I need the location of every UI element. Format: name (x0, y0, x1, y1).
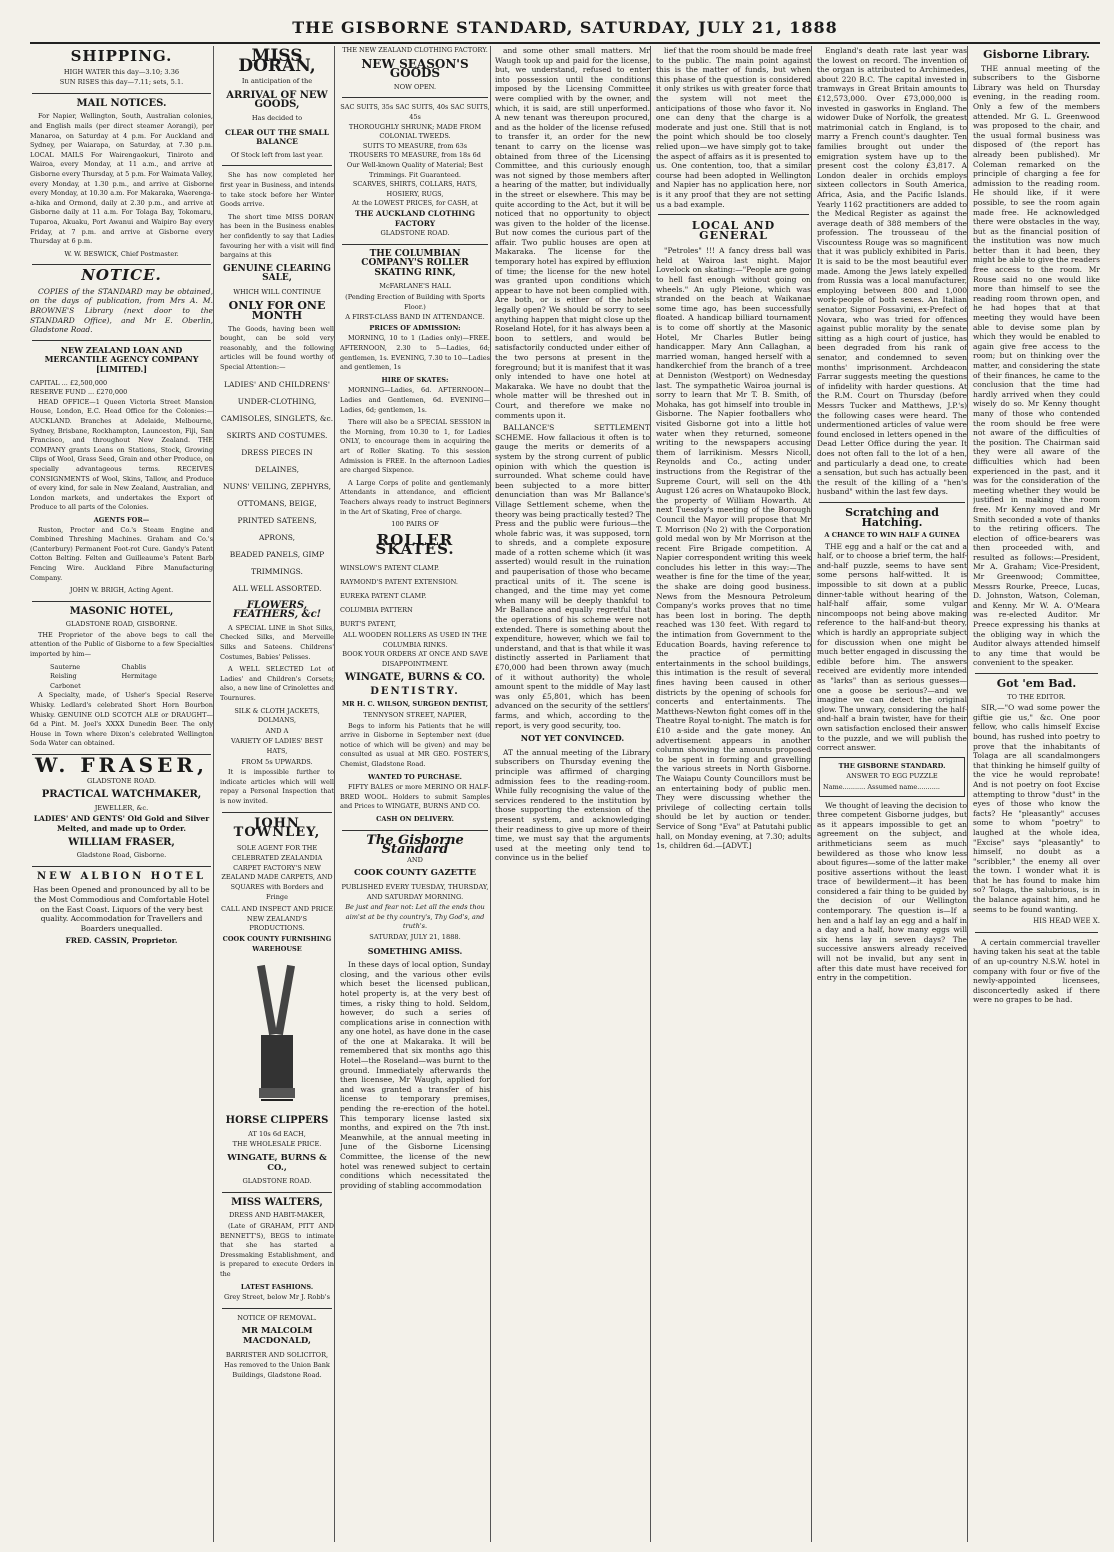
doran-decided: Has decided to (251, 113, 303, 122)
book-orders: BOOK YOUR ORDERS AT ONCE AND SAVE DISAPPOINTMENT. (342, 650, 488, 668)
walters-heading: MISS WALTERS, (231, 1196, 323, 1208)
prices-heading: PRICES OF ADMISSION: (369, 323, 461, 332)
walters-trade: DRESS AND HABIT-MAKER, (228, 1211, 326, 1220)
doran-item: LADIES' AND CHILDRENS' UNDER-CLOTHING, (224, 379, 330, 406)
newspaper-title: THE GISBORNE STANDARD, SATURDAY, JULY 21, 1888 (292, 18, 838, 37)
wilson-heading: MR H. C. WILSON, SURGEON DENTIST, (341, 700, 489, 709)
shipping-heading: SHIPPING. (70, 47, 173, 65)
motto: Be just and fear not: Let all the ends thou aim'st at be thy country's, Thy God's, and truth's. (345, 903, 485, 931)
wine-item: Chablis (121, 662, 147, 671)
suits-measure: SUITS TO MEASURE, from 63s (362, 141, 468, 150)
doran-item: PRINTED SATEENS, APRONS, (237, 515, 317, 542)
column-6 (817, 46, 968, 1542)
walters-address: Grey Street, below Mr J. Robb's (224, 1293, 330, 1302)
flowers-heading: FLOWERS, FEATHERS, &c! (232, 599, 322, 621)
issue-date: SATURDAY, JULY 21, 1888. (369, 932, 461, 941)
hire-text: MORNING—Ladies, 6d. AFTERNOON—Ladies and Gentlemen, 6d. EVENING—Ladies, 6d; gentlemen, 1s. (340, 386, 490, 414)
doran-month: ONLY FOR ONE MONTH (228, 299, 326, 323)
mail-notices-text: For Napier, Wellington, South, Australian colonies, and English mails (per direct steamer Aorangi), per Manaroa, on Saturday at 4 p.m. For Auckland and Sydney, per Waiarapa, on Saturday, at 7.30 p.m. LOCAL MAILS For Wairengaokuri, Tiniroto and Wairoa, every Monday, at 11 a.m., and arrive at Gisborne every Thursday, at 5 p.m. For Waimata Valley, every Monday, at 1.30 p.m., and arrive at Gisborne every Monday, at 10.30 a.m. For Makaraka, Waerenga-a-hika and Ormond, daily at 2.30 p.m., and arrive at Gisborne daily at 11 a.m. For Tolaga Bay, Tokomaru, Tuparoa, Akuaku, Port Awanui and Waipiro Bay every Friday, at 7 p.m. and arrive at Gisborne every Thursday at 6 p.m. (30, 112, 213, 246)
masonic-hotel-address: GLADSTONE ROAD, GISBORNE. (65, 620, 178, 629)
doran-item: CAMISOLES, SINGLETS, &c. (220, 413, 334, 423)
scratching-text: THE egg and a half or the cat and a half, or to choose a brief term, the half-and-half puzzle, seems to have sent some persons half-witted. It is impossible to sit down at a public dinner-table without hearing of the half-half affair, some vulgar nincompoops not being above making reference to the half-and-but theory, which is hardly an appropriate subject for discussion when one might be much better engaged in discussing the edible before him. The answers received are evidently more intended as "larks" than as serious guesses—one a goose be serious?—and we imagine we can detect the original glow. The unwary, considering the half-and-half a brain twister, have for their own satisfaction enclosed their answer to the puzzle, and we will publish the correct answer. (817, 541, 967, 753)
editorial-text-1: and some other small matters. Mr Waugh took up and paid for the license, but, we understand, refused to enter into possession until the conditions imposed by the Licensing Committee were complied with by the owner, and which, it is said, are still unperformed. A new tenant was thereupon procured, and as the holder of the license refused to transfer it, an order for the new tenant to carry on the license was obtained from three of the Licensing Committee, and this curiously enough was not signed by those members after a hearing of the matter, but individually in the street or elsewhere. This may be quite according to the Act, but it will be noticed that no opportunity to object was given to the holder of the license. But now comes the curious part of the affair. Two public houses are open at Makaraka. The license for the temporary hotel has expired by effluxion of time; the license for the new hotel was granted upon conditions which appear to have not been complied with. Are both, or is either of the hotels legally open? We should be sorry to see anything happen that might close up the Roseland Hotel, for it has always been a boon to settlers, and would be satisfactorily conducted under either of the two persons at present in the foreground; but it is manifest that it was only intended to have one hotel at Makaraka. We have no doubt that the whole matter will be threshed out in Court, and therefore we make no comments upon it. (495, 46, 650, 420)
not-convinced-text: AT the annual meeting of the Library subscribers on Thursday evening the principle was affirmed of charging admission fees to the reading-room. While fully recognising the value of the services rendered to the institution by those supporting the extension of the present system, and acknowledging their readiness to give up more of their time, we must say that the arguments used at the meeting only tend to convince us in the belief (495, 747, 650, 863)
silk-line: SILK & CLOTH JACKETS, DOLMANS, (234, 706, 320, 725)
pending-line: (Pending Erection of Building with Sports Floor.) (345, 293, 485, 311)
special-line: A SPECIAL LINE in Shot Silks, Checked Silks, and Merveille Silks and Sateens. Childrens' Costumes, Babies' Pelisses. (220, 623, 334, 661)
roller-skates-heading: ROLLER SKATES. (375, 530, 455, 559)
doran-stock: Of Stock left from last year. (230, 150, 324, 159)
further-text: It is impossible further to indicate articles which will well repay a Personal Inspection that is now invited. (220, 768, 334, 805)
doran-sale: GENUINE CLEARING SALE, (223, 263, 331, 284)
horse-clippers-heading: HORSE CLIPPERS (225, 1115, 329, 1127)
fraser-heading: W. FRASER, (35, 753, 208, 777)
new-season-heading: NEW SEASON'S GOODS (361, 56, 469, 81)
upwards-line: FROM 5s UPWARDS. (241, 757, 313, 766)
tide-line-1: HIGH WATER this day—3.10; 3.36 (63, 67, 180, 76)
patent-item: COLUMBIA PATTERN (340, 605, 413, 614)
horse-clippers-price: AT 10s 6d EACH, (248, 1129, 306, 1138)
notice-heading: NOTICE. (81, 266, 162, 285)
macdonald-trade: BARRISTER AND SOLICITOR, (225, 1350, 329, 1359)
coupon-title: THE GISBORNE STANDARD. (838, 761, 946, 770)
got-em-bad-text: SIR,—"O wad some power the giftie gie us," &c. One poor fellow, who calls himself Excise bound, has rushed into poetry to prove that the inhabitants of Tolaga are all scandalmongers that thinking he himself guilty of the vice he would reprobate! And is not poetry on foot Excise attempting to throw "dust" in the eyes of those who know the facts? He "pleasantly" accuses some to whom "poetry" to laughed at the whole idea, "Excise" says "pleasantly" to himself, no doubt as a "scribbler," the enemy all over the town. I wonder what it is that he has found to make him so? Tolaga, the salubrious, is in the balance against him, and he seems to be found wanting. (973, 703, 1100, 914)
wine-item: Reisling (50, 672, 77, 681)
scratching-heading: Scratching and Hatching. (845, 505, 939, 529)
patent-item: RAYMOND'S PATENT EXTENSION. (340, 577, 458, 586)
horse-clipper-illustration (255, 960, 299, 1110)
page-columns (30, 46, 1100, 1542)
cook-warehouse: COOK COUNTY FURNISHING WAREHOUSE (222, 935, 332, 953)
wingate-heading: WINGATE, BURNS & CO., (227, 1153, 327, 1173)
and-line: AND A (265, 726, 289, 735)
auckland-factory: THE AUCKLAND CLOTHING FACTORY (354, 208, 476, 228)
macdonald-heading: MR MALCOLM MACDONALD, (241, 1326, 313, 1346)
doran-item: BEADED PANELS, GIMP TRIMMINGS. (229, 549, 325, 576)
wine-item: Hermitage (121, 672, 157, 681)
wholesale-price: THE WHOLESALE PRICE. (232, 1140, 322, 1149)
macdonald-text: Has removed to the Union Bank Buildings, Gladstone Road. (224, 1361, 330, 1379)
albion-hotel-text: Has been Opened and pronounced by all to be the Most Commodious and Comfortable Hotel on the East Coast. Liquors of the very best quality. Accommodation for Travellers and Boarders unequalled. (33, 885, 210, 933)
patent-list (340, 561, 490, 631)
patent-item: BURT'S PATENT, (340, 619, 397, 628)
townley-call: CALL AND INSPECT AND PRICE NEW ZEALAND'S PRODUCTIONS. (220, 905, 334, 933)
got-em-bad-heading: Got 'em Bad. (996, 677, 1077, 690)
wanted-text: FIFTY BALES or more MERINO OR HALF-BRED WOOL. Holders to submit Samples and Prices to WINGATE, BURNS AND CO. (340, 783, 490, 811)
variety-line: VARIETY OF LADIES' BEST HATS, (231, 737, 323, 755)
wine-item: Sauterne (50, 662, 81, 671)
fraser-signature-address: Gladstone Road, Gisborne. (76, 851, 167, 860)
paper-and: AND (407, 855, 423, 864)
removal-notice: NOTICE OF REMOVAL. (237, 1313, 317, 1322)
fraser-signature: WILLIAM FRASER, (68, 836, 175, 848)
pairs-line: 100 PAIRS OF (391, 520, 439, 529)
walters-text: (Late of GRAHAM, PITT AND BENNETT'S), BEGS to intimate that she has started a Dressmaking Establishment, and is prepared to execute Orders in the (220, 1221, 334, 1278)
got-em-bad-signature: HIS HEAD WEE X. (1033, 917, 1100, 926)
wanted-heading: WANTED TO PURCHASE. (368, 772, 462, 781)
doran-item: SKIRTS AND COSTUMES. (226, 430, 328, 440)
groups-text: A Large Corps of polite and gentlemanly Attendants in attendance, and efficient Teachers always ready to instruct Beginners in the Art of Skating, Free of charge. (340, 478, 490, 516)
doran-items (220, 376, 334, 597)
auckland-factory-address: GLADSTONE ROAD. (380, 229, 450, 238)
nz-loan-text: HEAD OFFICE—1 Queen Victoria Street Mansion House, London, E.C. Head Office for the Colonies:—AUCKLAND. Branches at Adelaide, Melbourne, Sydney, Brisbane, Rockhampton, Launceston, Fiji, San Francisco, and throughout New Zealand. THE COMPANY grants Loans on Stations, Stock, Growing Clips of Wool, Grass Seed, Grain and other Produce, on specially advantageous terms. RECEIVES CONSIGNMENTS of Wool, Skins, Tallow, and Produce of every kind, for sale in New Zealand, Australian, and London markets, and undertakes the Export of Produce to all parts of the Colonies. (30, 397, 213, 512)
doran-arrival: ARRIVAL OF NEW GOODS, (226, 89, 328, 111)
patent-item: EUREKA PATENT CLAMP. (340, 591, 427, 600)
library-text: THE annual meeting of the subscribers to the Gisborne Library was held on Thursday evening, in the reading room. Only a few of the members attended. Mr G. L. Greenwood was proposed to the chair, and the usual formal business was disposed of (the report has already been published). Mr Coleman remarked on the principle of charging a fee for admission to the reading room. He should like, if it were possible, to see the room again made free. He acknowledged there were obstacles in the way, but as the financial position of the institution was now much better than it had been, they might be able to give the readers free access to the room. Mr Rouse said no one would like more than himself to see the reading room thrown open, and he had hopes that at that meeting they would have been able to devise some plan by which they would be enabled to again give free access to the room; but on thinking over the matter, and considering the state of their finances, he came to the conclusion that the time had hardly arrived when they could wisely do so. Mr Kenny thought many of those who contended the room should be free were not aware of the difficulties of the position. The Chairman said they were all aware of the difficulties which had been experienced in the past, and it was for the consideration of the meeting whether they would be justified in making the room free. Mr Kenny moved and Mr Smith seconded a vote of thanks to the retiring officers. The election of office-bearers was then proceeded with, and resulted as follows:—President, Mr A. Graham; Vice-President, Mr Greenwood; Committee, Messrs Rourke, Preece, Lucas, D. Johnston, Watson, Coleman, and Kenny. Mr W. A. O'Meara was re-elected Auditor. Mr Preece expressing his thanks at the obliging way in which the Auditor always attended himself to any time that would be convenient to the speaker. (973, 63, 1100, 668)
agents-heading: AGENTS FOR— (93, 515, 150, 524)
editorial-text-2: BALLANCE'S SETTLEMENT SCHEME. How fallacious it often is to gauge the merits or demerits of a system by the strong current of public opinion with which the question is surrounded. What scheme could have been subjected to a more bitter denunciation than was Mr Ballance's Village Settlement scheme, when the theory was being practically tested? The Press and the public were furious—the whole fabric was, it was supposed, torn to shreds, and a complete exposure made of a rotten scheme which (it was asserted) would result in the ruination and pauperisation of those who became practical units of it. The scene is changed, and the time may yet come when many will be deeply thankful to Mr Ballance and equally regretful that the operations of his scheme were not extended. There is something about the expenditure, however, which we fail to understand, and that is that while it was distinctly asserted in Parliament that £70,000 had been thrown away (much of it without authority) the whole amount spent to the middle of May last was only £5,801, which has been advanced on the security of the settlers' farms, and which, according to the report, is very good security, too. (495, 423, 650, 730)
coupon-subtitle: ANSWER TO EGG PUZZLE (846, 772, 938, 781)
dentistry-heading: DENTISTRY. (370, 685, 460, 697)
doran-continue: WHICH WILL CONTINUE (233, 287, 321, 296)
tide-line-2: SUN RISES this day—7.11; sets, 5.1. (59, 78, 184, 87)
townley-heading: JOHN TOWNLEY, (233, 815, 321, 841)
nz-loan-heading: NEW ZEALAND LOAN AND MERCANTILE AGENCY COMPANY [LIMITED.] (44, 344, 199, 375)
half-guinea-line: A CHANCE TO WIN HALF A GUINEA (824, 531, 960, 540)
wilson-address: TENNYSON STREET, NAPIER, (363, 711, 467, 720)
trousers-measure: TROUSERS TO MEASURE, from 18s 6d (349, 151, 481, 160)
fraser-address: GLADSTONE ROAD. (87, 776, 156, 785)
masthead (30, 18, 1100, 44)
doran-item: NUNS' VEILING, ZEPHYRS, (222, 481, 331, 491)
coupon-text: We thought of leaving the decision to three competent Gisborne judges, but as it appears impossible to get an agreement on the subject, and arithmeticians seem as much bewildered as those who know less about figures—some of the latter make positive assertions without the least trace of bewilderment—it has been considered a fair thing to be guided by the decision of our Wellington contemporary. The question is—If a hen and a half lay an egg and a half in a day and a half, how many eggs will six hens lay in seven days? The successive answers already received will not be invalid, but any sent in after this date must have received for entry in the competition. (817, 800, 967, 983)
cash-line: CASH ON DELIVERY. (376, 815, 454, 823)
wingate-address: GLADSTONE ROAD. (242, 1177, 312, 1186)
patent-item: WINSLOW'S PATENT CLAMP. (340, 563, 440, 572)
local-general-text: "Petroles" !!! A fancy dress ball was held at Wairoa last night. Major Lovelock on skating:—"People are going to hell fast enough without going on wheels." An ugly Pleione, which was stranded on the beach at Waikanae some time ago, has been successfully floated. A handicap billiard tournament is to come off shortly at the Masonic Hotel, Mr Charles Butler being handicapper. Mary Ann Callaghan, a married woman, hanged herself with a handkerchief from the branch of a tree at Denniston (Westport) on Wednesday last. The sympathetic Wairoa journal is sorry to learn that Mr T. B. Smith, of Mohaka, has got himself into trouble in Gisborne. The Napier footballers who visited Gisborne got into a little hot water when they returned, someone writing to the newspapers accusing them of larrikinism. Messrs Nicoll, Reynolds and Co., acting under instructions from the Registrar of the Supreme Court, will sell on the 4th August 126 acres on Whataupoko Block, the property of William Howarth. At next Tuesday's meeting of the Borough Council the Mayor will propose that Mr T. Morrison (No 2) with the Corporation gold medal won by Mr Morrison at the recent Fire Brigade competition. A Napier correspondent writing this week concludes his letter in this way:—The weather is fine for the time of the year, the shake are doing good business. News from the Mesnoura Petroleum Company's works proves that no time has been lost in boring. The depth reached was 130 feet. With regard to the intimation from Government to the Education Boards, having reference to the practice of permitting entertainments in the school buildings, this intimation is the result of several fines having been caused in other districts by the opening of schools for concerts and entertainments. The Matthews-Newton fight comes off in the Theatre Royal to-night. The match is for £10 a-side and the gate money. An advertisement appears in another column showing the amounts proposed to be spent in forming and gravelling the various streets in North Gisborne. The Waiapu County Councillors must be an entertaining body of public men. They were discussing whether the privilege of collecting certain tolls should be let by auction or tender. Service of Song "Eva" at Patutahi public hall, on Monday evening, at 7.30; adults 1s, children 6d.—[ADVT.] (656, 246, 811, 851)
column-3 (340, 46, 491, 1542)
doran-item: DRESS PIECES IN DELAINES, (241, 447, 313, 474)
scarves-line: SCARVES, SHIRTS, COLLARS, HATS, HOSIERY, RUGS, (352, 180, 478, 198)
doran-text-2: The short time MISS DORAN has been in the Business enables her confidently to say that Ladies favouring her with a visit will find bargains at this (220, 212, 334, 260)
sac-suits: SAC SUITS, 35s SAC SUITS, 40s SAC SUITS, 45s (340, 103, 490, 121)
wilson-text: Begs to inform his Patients that he will arrive in Gisborne in September next (due notice of which will be given) and may be consulted as usual at MR GEO. FOSTER'S, Chemist, Gladstone Road. (340, 721, 490, 769)
walters-fashions: LATEST FASHIONS. (240, 1282, 314, 1291)
bright-signature: JOHN W. BRIGH, Acting Agent. (69, 586, 174, 595)
paper-title: The Gisborne Standard (366, 832, 464, 858)
albion-signature: FRED. CASSIN, Proprietor. (65, 936, 178, 946)
albion-hotel-heading: NEW ALBION HOTEL (37, 870, 206, 882)
library-heading: Gisborne Library. (983, 48, 1090, 61)
doran-item: ALL WELL ASSORTED. (232, 583, 322, 593)
doran-heading: MISS DORAN, (238, 46, 316, 76)
masonic-hotel-text: THE Proprietor of the above begs to call the attention of the Public of Gisborne to a few Specialties imported by him— (30, 630, 213, 659)
puzzle-coupon[interactable] (819, 757, 965, 797)
wingate-burns-heading: WINGATE, BURNS & CO. (344, 672, 486, 684)
prices-text: MORNING, 10 to 1 (Ladies only)—FREE. AFTERNOON, 2.30 to 5—Ladies, 6d; gentlemen, 1s. EVENING, 7.30 to 10—Ladies and gentlemen, 1s (340, 334, 490, 372)
nz-reserve: RESERVE FUND ... £270,000 (30, 388, 128, 397)
not-convinced-heading: NOT YET CONVINCED. (520, 733, 625, 744)
coupon-name-field[interactable]: Name........... Assumed name........... (823, 782, 940, 791)
band-line: A FIRST-CLASS BAND IN ATTENDANCE. (345, 313, 485, 322)
doran-text-1: She has now completed her first year in Business, and intends to take stock before her Winter Goods arrive. (220, 171, 334, 209)
session-text: There will also be a SPECIAL SESSION in the Morning, from 10.30 to 1, for Ladies ONLY, to encourage them in acquiring the art of Roller Skating. To this session Admission is FREE. In the afternoon Ladies are charged Sixpence. (340, 418, 490, 475)
columbian-rink-heading: THE COLUMBIAN COMPANY'S ROLLER SKATING RINK, (361, 248, 469, 278)
column-4 (495, 46, 651, 1542)
wooden-rollers: ALL WOODEN ROLLERS AS USED IN THE COLUMBIA RINKS. (343, 630, 487, 649)
agents-text: Ruston, Proctor and Co.'s Steam Engine and Combined Threshing Machines. Graham and Co.'s (Canterbury) Permanent Foot-rot Cure. Gandy's Patent Cotton Belting. Felten and Guilleaume's Patent Barb Fencing Wire. Auckland Fibre Manufacturing Company. (30, 525, 213, 582)
wine-item: Carbonet (50, 681, 81, 690)
column-2 (220, 46, 335, 1542)
wine-list (30, 663, 213, 692)
townley-text: CELEBRATED ZEALANDIA CARPET FACTORY'S NEW ZEALAND MADE CARPETS, AND SQUARES with Borders and Fringe (221, 854, 333, 901)
notice-text: COPIES of the STANDARD may be obtained, on the days of publication, from Mrs A. M. BROWNE'S Library (next door to the STANDARD Office), and Mr E. Oberlin, Gladstone Road. (30, 286, 213, 335)
masonic-hotel-text-2: A Specialty, made, of Usher's Special Reserve Whisky. Ledlard's celebrated Short Horn Bourbon Whisky. GENUINE OLD SCOTCH ALE or DRAUGHT—6d a Pint. M. Joel's XXXX Dunedin Beer. The only House in Town where Dixon's celebrated Wellington Soda Water can obtained. (30, 691, 213, 748)
masonic-hotel-heading: MASONIC HOTEL, (69, 605, 174, 617)
tweeds-line: THOROUGHLY SHRUNK; MADE FROM COLONIAL TWEEDS. (348, 122, 482, 141)
lowest-prices-line: At the LOWEST PRICES, for CASH, at (352, 199, 478, 208)
doran-text-3: The Goods, having been well bought, can be sold very reasonably, and the following articles will be found worthy of Special Attention:— (220, 324, 334, 372)
nz-capital: CAPITAL ... £2,500,000 (30, 378, 108, 387)
column-1 (30, 46, 214, 1542)
now-open: NOW OPEN. (393, 82, 437, 91)
column-7 (973, 46, 1100, 1542)
quality-line: Our Well-known Quality of Material; Best Trimmings. Fit Guaranteed. (346, 160, 484, 179)
doran-clear: CLEAR OUT THE SMALL BALANCE (225, 127, 329, 147)
paper-subtitle: COOK COUNTY GAZETTE (354, 868, 476, 879)
clothing-factory-heading: THE NEW ZEALAND CLOTHING FACTORY. (342, 46, 488, 54)
published-line: PUBLISHED EVERY TUESDAY, THURSDAY, AND SATURDAY MORNING. (341, 882, 489, 901)
column-5 (656, 46, 812, 1542)
doran-item: OTTOMANS, BEIGE, (237, 498, 317, 508)
fraser-trade-2: JEWELLER, &c. (94, 803, 149, 812)
to-editor-line: TO THE EDITOR. (1007, 692, 1066, 701)
postmaster-signature: W. W. BESWICK, Chief Postmaster. (64, 249, 179, 258)
something-amiss-heading: SOMETHING AMISS. (367, 945, 463, 956)
mail-notices-heading: MAIL NOTICES. (76, 97, 167, 109)
fraser-text: LADIES' AND GENTS' Old Gold and Silver Melted, and made up to Order. (33, 814, 210, 833)
townley-sole: SOLE AGENT FOR THE (236, 843, 318, 852)
traveller-text: A certain commercial traveller having taken his seat at the table of an up-country N.S.W. hotel in company with four or five of the newly-appointed licensees, disconcertedly asked if there were no grapes to be had. (973, 937, 1100, 1005)
hire-heading: HIRE OF SKATES: (381, 375, 449, 384)
fraser-trade: PRACTICAL WATCHMAKER, (41, 789, 202, 801)
library-editorial-text: lief that the room should be made free to the public. The main point against this is the matter of funds, but when this phase of the question is considered it only strikes us with greater force that the system will not meet the anticipations of those who favor it. No one can deny that the charge is a moderate and just one. Still that is not the point which should be too closely relied upon—we have simply got to take the aspect of affairs as it is presented to us. One contention, too, that a similar course had been adopted in Wellington and Napier has no application here, nor is it any proof that they are not setting us a bad example. (656, 46, 811, 209)
paragraphs-text: England's death rate last year was the lowest on record. The invention of the organ is attributed to Archimedes, about 220 B.C. The capital invested in tramways in Great Britain amounts to £12,573,000. Over £73,000,000 is invested in gasworks in England. The widower Duke of Norfolk, the greatest matrimonial catch in England, is to marry a French count's daughter. Ten families brought out under the emigration system have up to the present cost the colony £3,817. A London dealer in orchids employs sixteen collectors in South America, Africa, Asia, and the Pacific Islands. Yearly 1162 practitioners are added to the Medical Register as against the average death of 388 members of the profession. The trousseau of the Viscountess Rouge was so magnificent that it was publicly exhibited in Paris. It is said to be the most beautiful ever made. Among the Jews lately expelled from Russia was a local manufacturer, employing between 800 and 1,000 work-people of both sexes. An Italian senator, Signor Fossavini, ex-Prefect of Novara, who was tried for offences against public morality by the senate sitting as a high court of justice, has been degraded from his rank of senator, and condemned to seven months' imprisonment. Archdeacon Farrar suggests meeting the questions of infidelity with harder questions. At the R.M. Court on Thursday (before Messrs Tucker and Matthews, J.P.'s) the following cases were heard. The undermentioned articles of value were found enclosed in letters opened in the Dead Letter Office during the year. It does not often fall to the lot of a hen, and particularly a dead one, to create a sensation, but such has actually been the result of the killing of a "hen's husband" within the last few days. (817, 46, 967, 497)
local-general-heading: LOCAL AND GENERAL (691, 219, 776, 242)
something-amiss-text: In these days of local option, Sunday closing, and the various other evils which beset the licensed publican, hotel property is, at the very best of times, a risky thing to hold. Seldom, however, do such a series of complications arise in connection with any one hotel, as have done in the case of the one at Makaraka. It will be remembered that six months ago this Hotel—the Roseland—was burnt to the ground. Immediately afterwards the then licensee, Mr Waugh, applied for and was granted a transfer of his license to temporary premises, pending the re-erection of the hotel. This temporary license lasted six months, and expired on the 7th inst. Meanwhile, at the annual meeting in June of the Gisborne Licensing Committee, the license of the new hotel was renewed subject to certain conditions which necessitated the providing of stabling accommodation (340, 960, 490, 1190)
doran-anticipation: In anticipation of the (241, 77, 313, 86)
mcfarlane-hall: McFARLANE'S HALL (379, 282, 451, 291)
selected-line: A WELL SELECTED Lot of Ladies' and Children's Corsets; also, a new line of Crinolettes and Tournures. (220, 665, 334, 702)
